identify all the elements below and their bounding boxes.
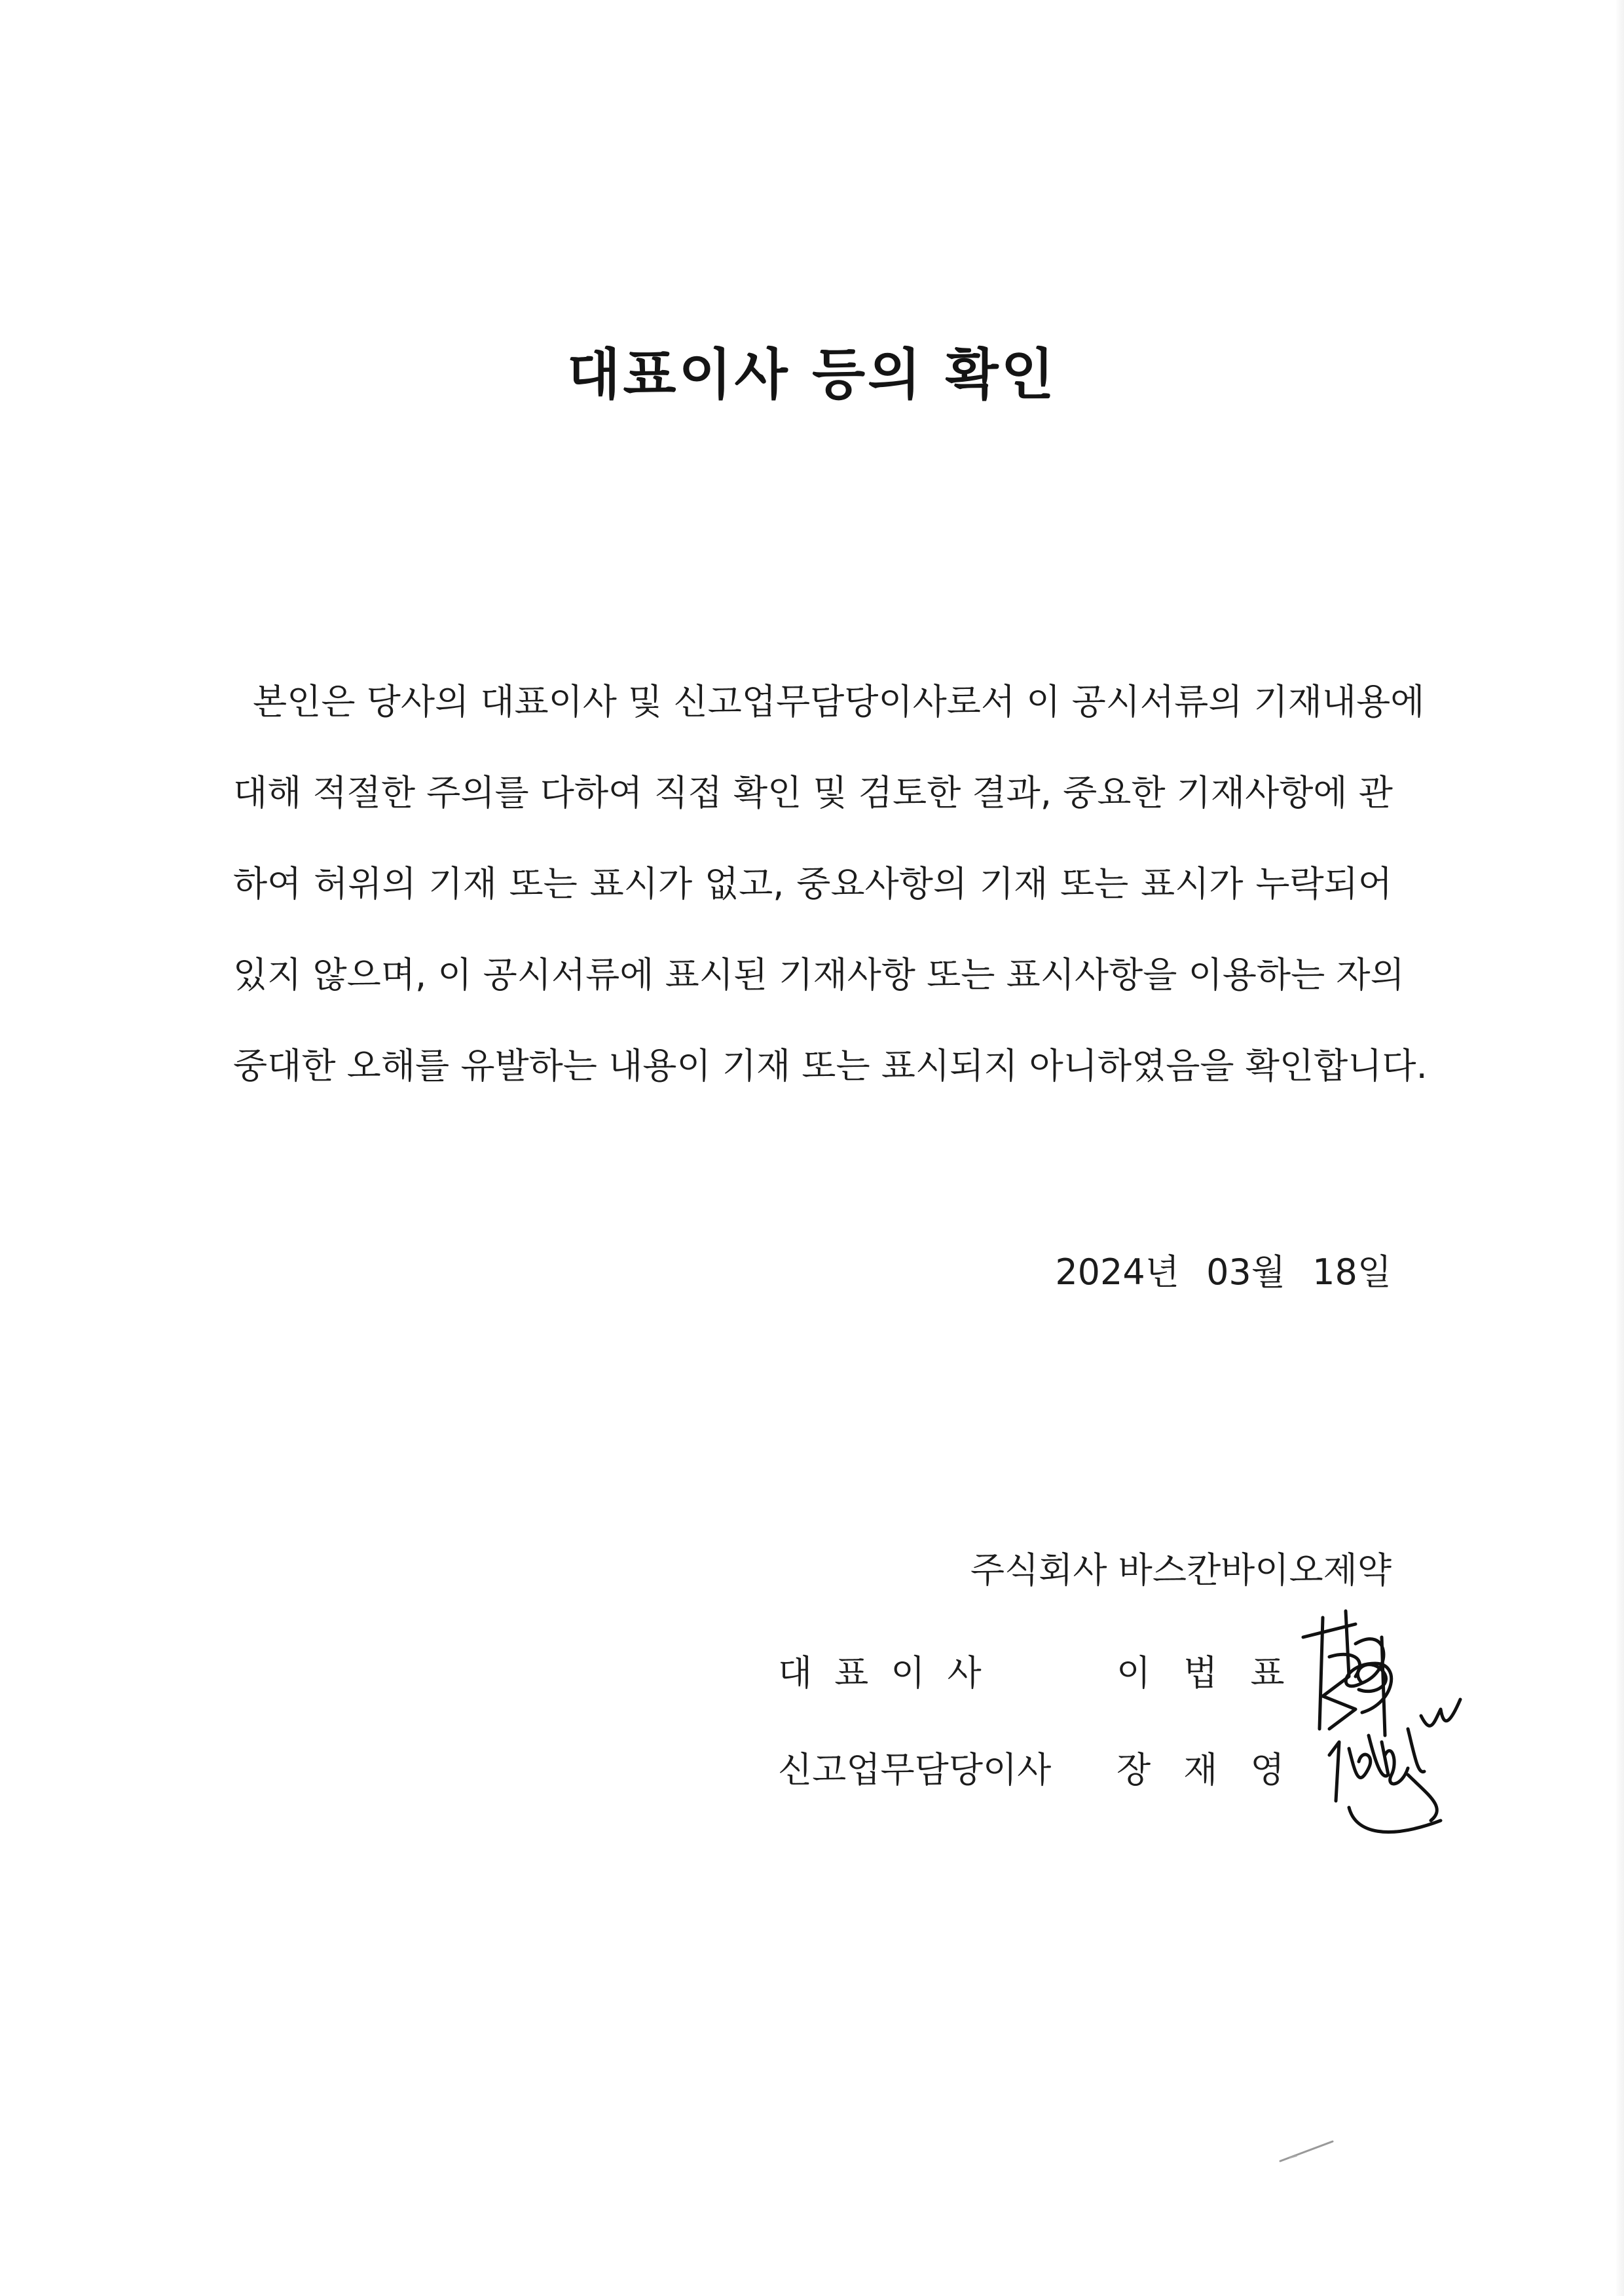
- signatory-role-officer: 신고업무담당이사: [778, 1749, 1052, 1790]
- company-name: 주식회사 바스칸바이오제약: [970, 1549, 1392, 1591]
- statement-line: 대해 적절한 주의를 다하여 직접 확인 및 검토한 결과, 중요한 기재사항에 관: [233, 772, 1393, 813]
- statement-line: 중대한 오해를 유발하는 내용이 기재 또는 표시되지 아니하였음을 확인합니다.: [233, 1045, 1428, 1086]
- signatory-name-ceo: 이법표: [1116, 1652, 1318, 1694]
- confirmation-statement: [233, 656, 1428, 1111]
- stray-pen-mark-icon: [1277, 2135, 1336, 2168]
- statement-line: 하여 허위의 기재 또는 표시가 없고, 중요사항의 기재 또는 표시가 누락되어: [233, 863, 1392, 904]
- document-date: 2024년 03월 18일: [1055, 1251, 1392, 1293]
- signatory-name-officer: 장재영: [1116, 1749, 1318, 1790]
- document-title: 대표이사 등의 확인: [567, 343, 1057, 407]
- officer-signature-icon: [1310, 1676, 1480, 1847]
- signatory-role-ceo: 대표이사: [778, 1652, 1004, 1694]
- statement-line: 있지 않으며, 이 공시서류에 표시된 기재사항 또는 표시사항을 이용하는 자의: [233, 954, 1405, 995]
- statement-line: 본인은 당사의 대표이사 및 신고업무담당이사로서 이 공시서류의 기재내용에: [253, 681, 1425, 722]
